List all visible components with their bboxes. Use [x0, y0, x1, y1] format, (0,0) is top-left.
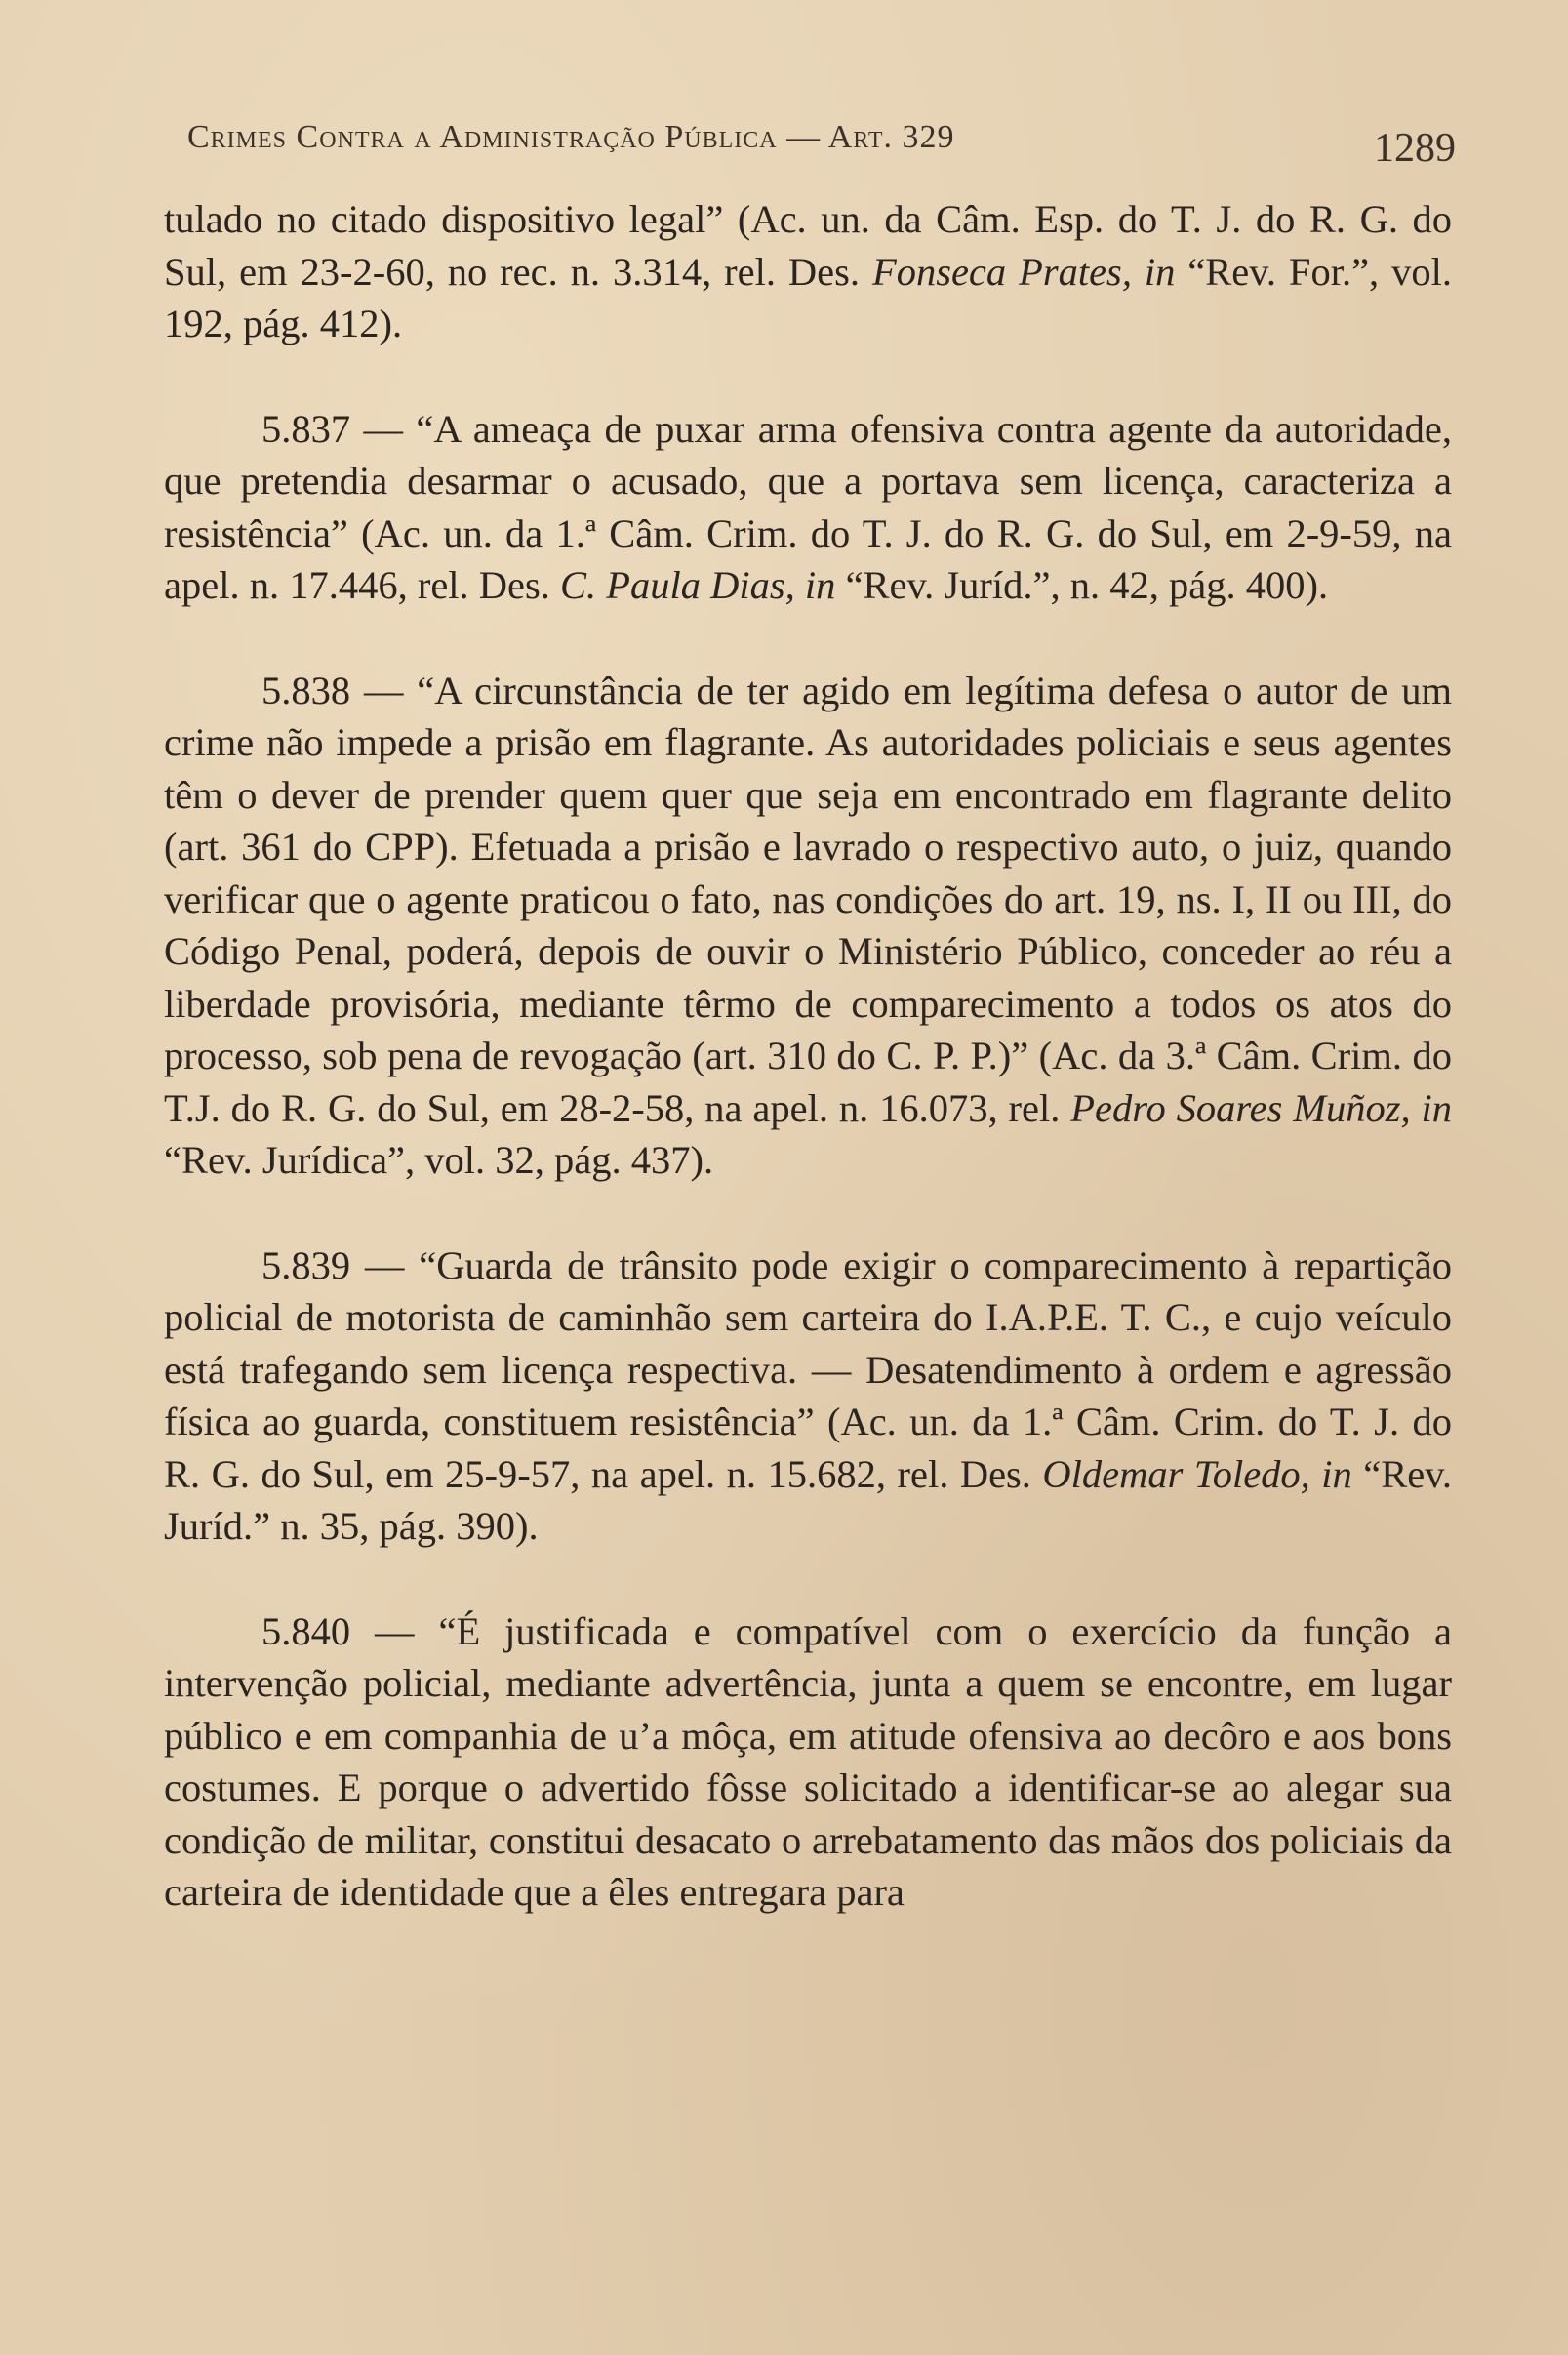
entry-5838 — [164, 665, 1452, 1187]
paragraph-text: — “Guarda de trânsito pode exigir o comparecimento à repartição policial de motorista de caminhão sem carteira do I.A.P.E. T. C., e cujo veículo está trafegando sem licença respectiva. — Desatendimento à ordem e agressão física ao guarda, constituem resistência” (Ac. un. da 1.ª Câm. Crim. do T. J. do R. G. do Sul, em 25-9-57, na apel. n. 15.682, rel. Des. — [164, 1242, 1452, 1496]
paragraph-text: tulado no citado dispositivo legal” (Ac. un. da Câm. Esp. do T. J. do R. G. do Sul, em 23-2-60, no rec. n. 3.314, rel. Des. — [164, 197, 1452, 294]
entry-number: 5.837 — [261, 406, 351, 451]
reporter-name: C. Paula Dias, in — [560, 563, 836, 607]
paragraph-text: — “É justificada e compatível com o exercício da função a intervenção policial, mediante advertência, junta a quem se encontre, em lugar público e em companhia de u’a môça, em atitude ofensiva ao decôro e aos bons costumes. E porque o advertido fôsse solicitado a identificar-se ao alegar sua condição de militar, constitui desacato o arrebatamento das mãos dos policiais da carteira de identidade que a êles entregara para — [164, 1608, 1452, 1914]
paragraph-text: “Rev. For.”, vol. 192, pág. 412). — [164, 249, 1452, 345]
paragraph-text: “Rev. Jurídica”, vol. 32, pág. 437). — [164, 1138, 714, 1182]
paragraph-text: “Rev. Juríd.” n. 35, pág. 390). — [164, 1451, 1452, 1548]
reporter-name: Pedro Soares Muñoz, in — [1070, 1085, 1452, 1130]
entry-number: 5.840 — [261, 1608, 351, 1653]
reporter-name: Fonseca Prates, in — [871, 249, 1176, 294]
entry-5837 — [164, 403, 1452, 612]
entry-5839 — [164, 1239, 1452, 1553]
body-text — [164, 193, 1452, 1919]
entry-5840 — [164, 1605, 1452, 1919]
paragraph-text: — “A circunstância de ter agido em legítima defesa o autor de um crime não impede a prisão em flagrante. As autoridades policiais e seus agentes têm o dever de prender quem quer que seja em encontrado em flagrante delito (art. 361 do CPP). Efetuada a prisão e lavrado o respectivo auto, o juiz, quando verificar que o agente praticou o fato, nas condições do art. 19, ns. I, II ou III, do Código Penal, poderá, depois de ouvir o Ministério Público, conceder ao réu a liberdade provisória, mediante têrmo de comparecimento a todos os atos do processo, sob pena de revogação (art. 310 do C. P. P.)” (Ac. da 3.ª Câm. Crim. do T.J. do R. G. do Sul, em 28-2-58, na apel. n. 16.073, rel. — [164, 668, 1452, 1130]
page-number: 1289 — [1374, 126, 1456, 171]
entry-number: 5.839 — [261, 1242, 351, 1287]
entry-number: 5.838 — [261, 668, 351, 712]
running-head — [187, 115, 1456, 174]
paragraph-text: — “A ameaça de puxar arma ofensiva contra agente da autoridade, que pretendia desarmar o acusado, que a portava sem licença, caracteriza a resistência” (Ac. un. da 1.ª Câm. Crim. do T. J. do R. G. do Sul, em 2-9-59, na apel. n. 17.446, rel. Des. — [164, 406, 1452, 607]
reporter-name: Oldemar Toledo, in — [1042, 1451, 1352, 1496]
paragraph-text: “Rev. Juríd.”, n. 42, pág. 400). — [835, 563, 1329, 607]
continuation-paragraph — [164, 193, 1452, 350]
running-title: Crimes Contra a Administração Pública — Art. 329 — [187, 119, 955, 155]
